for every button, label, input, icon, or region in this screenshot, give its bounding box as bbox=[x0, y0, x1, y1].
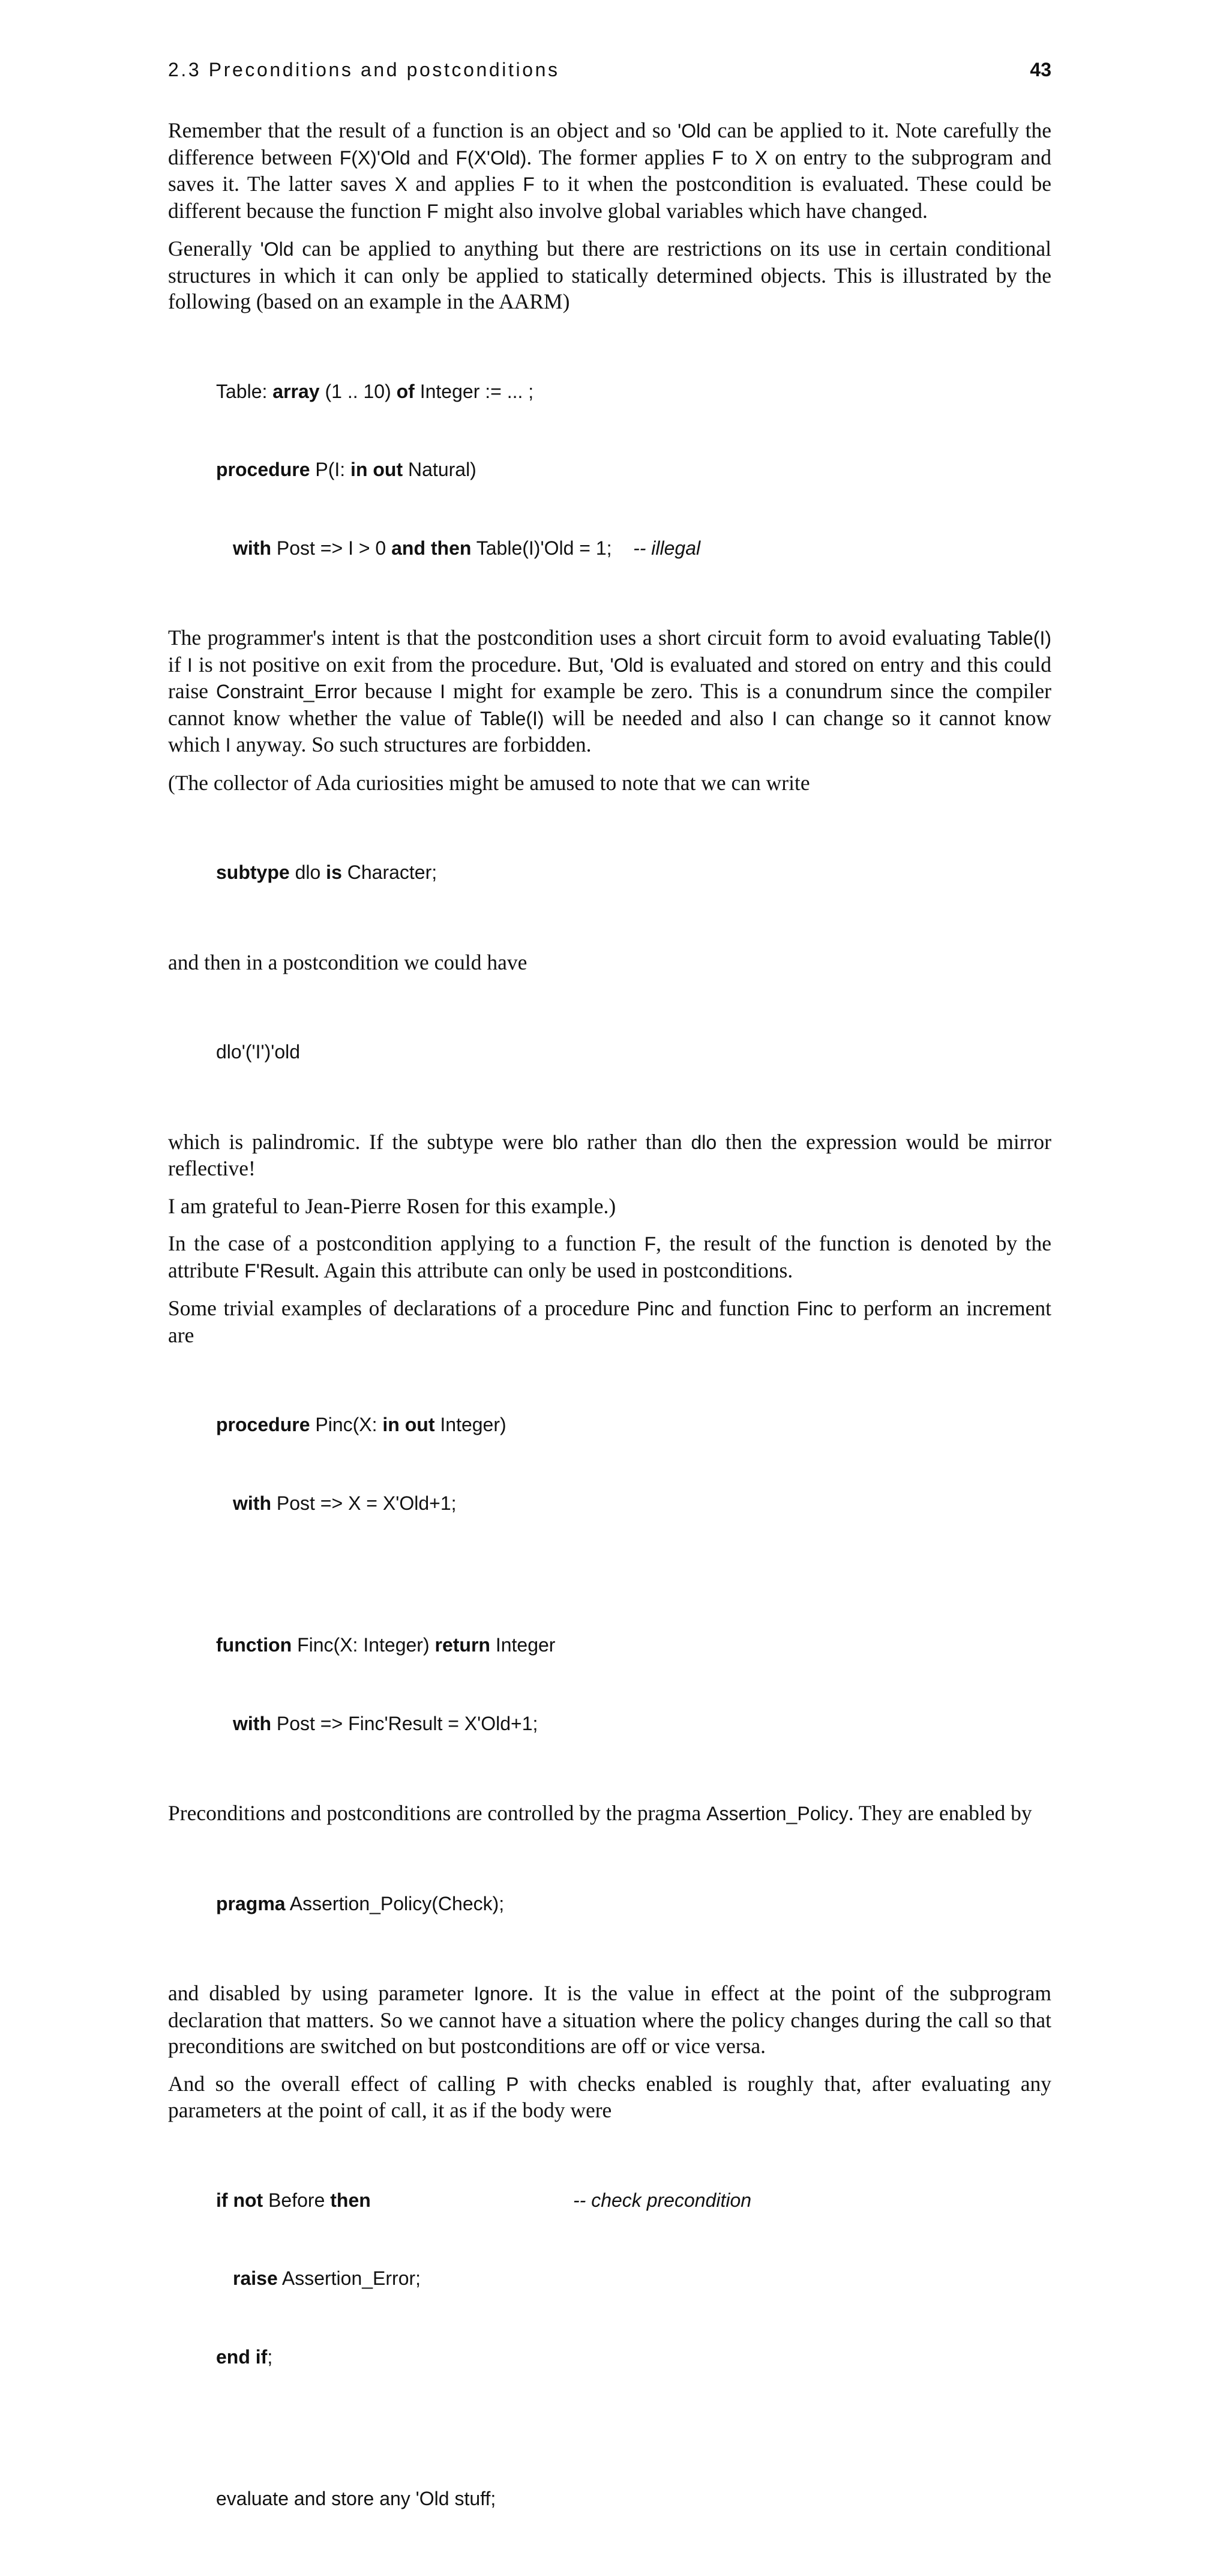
code-block-if-before bbox=[216, 2135, 1051, 2423]
paragraph-trivial-examples: Some trivial examples of declarations of a procedure Pinc and function Finc to perform an increment are bbox=[168, 1296, 1052, 1347]
code-block-pinc bbox=[216, 1360, 1051, 1569]
code-comment: -- check precondition bbox=[573, 2189, 752, 2211]
code-line: if not Before then -- check precondition bbox=[216, 2188, 1051, 2214]
running-header bbox=[168, 59, 1051, 85]
page-body bbox=[168, 118, 1051, 2576]
paragraph-old-attribute: Remember that the result of a function is an object and so 'Old can be applied to it. Note carefully the difference between F(X)'Old and F(X'Old). The former applies F to X on entry to the subprogram and saves it. The latter saves X and applies F to it when the postcondition is evaluated. These could be different because the function F might also involve global variables which have changed. bbox=[168, 118, 1051, 223]
paragraph-disabled: and disabled by using parameter Ignore. It is the value in effect at the point of the subprogram declaration that matters. So we cannot have a situation where the policy changes during the call so that preconditions are switched on but postconditions are off or vice versa. bbox=[168, 1981, 1051, 2058]
paragraph-programmer-intent: The programmer's intent is that the postcondition uses a short circuit form to avoid evaluating Table(I) if I is not positive on exit from the procedure. But, 'Old is evaluated and stored on entry and this could raise Constraint_Error because I might for example be zero. This is a conundrum since the compiler cannot know whether the value of Table(I) will be needed and also I can change so it cannot know which I anyway. So such structures are forbidden. bbox=[168, 626, 1052, 756]
paragraph-palindromic: which is palindromic. If the subtype were blo rather than dlo then the expression would be mirror reflective! bbox=[168, 1129, 1051, 1180]
code-line: function Finc(X: Integer) return Integer bbox=[216, 1634, 556, 1656]
page-number: 43 bbox=[1030, 59, 1051, 80]
code-line: end if; bbox=[216, 2345, 273, 2368]
code-line: procedure P(I: in out Natural) bbox=[216, 459, 476, 480]
code-line: pragma Assertion_Policy(Check); bbox=[216, 1892, 505, 1914]
paragraph-postcondition-have: and then in a postcondition we could have bbox=[168, 950, 527, 974]
paragraph-acknowledgement: I am grateful to Jean-Pierre Rosen for this example.) bbox=[168, 1193, 616, 1218]
code-block-table-example bbox=[216, 327, 1051, 614]
code-block-finc bbox=[216, 1580, 1051, 1789]
code-comment: -- illegal bbox=[633, 537, 701, 559]
paragraph-result-attribute: In the case of a postcondition applying to a function F, the result of the function is denoted by the attribute F'Result. Again this attribute can only be used in postconditions. bbox=[168, 1231, 1051, 1282]
code-line: with Post => X = X'Old+1; bbox=[233, 1492, 457, 1514]
code-line: raise Assertion_Error; bbox=[233, 2267, 421, 2289]
code-block-pragma bbox=[216, 1839, 1051, 1970]
code-line: evaluate and store any 'Old stuff; bbox=[216, 2488, 496, 2509]
paragraph-assertion-policy: Preconditions and postconditions are controlled by the pragma Assertion_Policy. They are enabled by bbox=[168, 1801, 1032, 1825]
code-line: with Post => I > 0 and then Table(I)'Old = 1; -- illegal bbox=[233, 537, 701, 559]
paragraph-curiosities: (The collector of Ada curiosities might be amused to note that we can write bbox=[168, 770, 810, 795]
code-line: subtype dlo is Character; bbox=[216, 861, 437, 883]
code-block-subtype bbox=[216, 807, 1051, 938]
code-line: Table: array (1 .. 10) of Integer := ... ; bbox=[216, 380, 534, 402]
paragraph-restrictions: Generally 'Old can be applied to anything but there are restrictions on its use in certain conditional structures in which it can only be applied to statically determined objects. This is illustrated by the following (based on an example in the AARM) bbox=[168, 237, 1051, 313]
paragraph-overall-effect: And so the overall effect of calling P with checks enabled is roughly that, after evaluating any parameters at the point of call, it as if the body were bbox=[168, 2071, 1051, 2122]
code-line: dlo'('I')'old bbox=[216, 1041, 301, 1063]
section-title: 2.3 Preconditions and postconditions bbox=[168, 59, 560, 80]
code-line: with Post => Finc'Result = X'Old+1; bbox=[233, 1712, 538, 1734]
code-block-palindrome bbox=[216, 987, 1051, 1118]
code-line: procedure Pinc(X: in out Integer) bbox=[216, 1414, 506, 1435]
code-block-evaluate bbox=[216, 2434, 1051, 2565]
